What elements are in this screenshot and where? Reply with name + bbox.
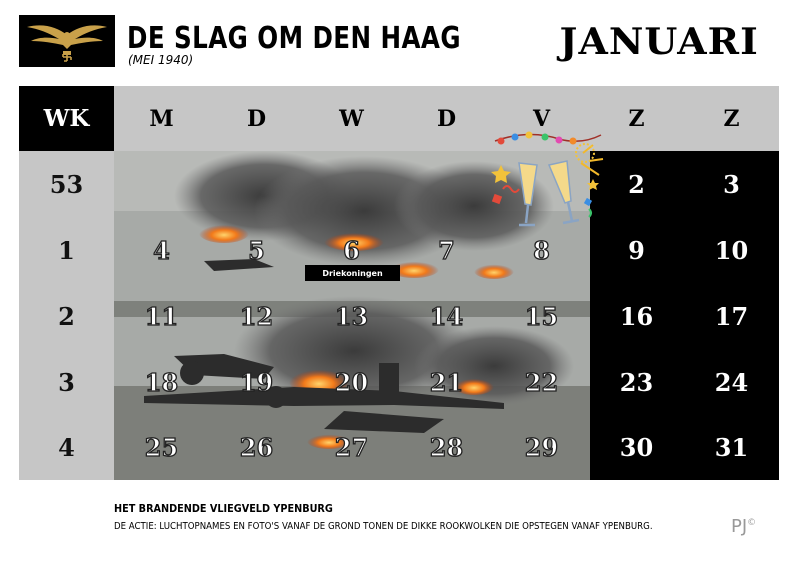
day-header-fri: V — [532, 105, 551, 132]
week-header-label: WK — [43, 105, 90, 132]
date-cell: 9 — [628, 235, 645, 265]
date-cell: 31 — [714, 433, 749, 462]
date-cell: 19 — [239, 367, 274, 397]
date-cell: 17 — [714, 301, 749, 331]
author-signature — [731, 516, 756, 537]
date-cell: 21 — [429, 367, 464, 397]
date-cell: 18 — [144, 367, 179, 397]
page-subtitle: (MEI 1940) — [128, 53, 194, 67]
date-cell: 4 — [153, 235, 170, 265]
date-cell: 25 — [144, 433, 179, 462]
signature-initials: PJ — [731, 516, 748, 537]
copyright-mark: © — [747, 518, 757, 528]
date-cell: 2 — [628, 169, 645, 199]
day-header-sun: Z — [723, 105, 740, 132]
week-header — [19, 86, 114, 151]
date-cell: 22 — [524, 367, 559, 397]
holiday-label: Driekoningen — [305, 265, 400, 281]
day-header-mon: M — [149, 105, 174, 132]
date-cell: 26 — [239, 433, 274, 462]
date-cell: 10 — [714, 235, 749, 265]
caption-title: HET BRANDENDE VLIEGVELD YPENBURG — [114, 502, 333, 515]
date-cell: 12 — [239, 301, 274, 331]
week-number: 4 — [58, 433, 75, 462]
day-header-sat: Z — [628, 105, 645, 132]
week-number: 3 — [58, 367, 75, 397]
date-cell: 20 — [334, 367, 369, 397]
month-title: JANUARI — [559, 21, 759, 63]
week-number: 1 — [58, 235, 75, 265]
date-cell: 30 — [619, 433, 654, 462]
eagle-logo-icon — [19, 15, 115, 67]
date-cell: 27 — [334, 433, 369, 462]
date-cell: 5 — [248, 235, 265, 265]
page-title: DE SLAG OM DEN HAAG — [127, 21, 461, 56]
date-cell: 28 — [429, 433, 464, 462]
date-cell: 15 — [524, 301, 559, 331]
date-cell: 13 — [334, 301, 369, 331]
week-number: 53 — [49, 169, 84, 199]
date-cell: 29 — [524, 433, 559, 462]
date-cell: 23 — [619, 367, 654, 397]
day-header-tue: D — [246, 105, 267, 132]
date-cell-holiday: 6 — [343, 235, 360, 265]
date-cell: 24 — [714, 367, 749, 397]
date-cell: 7 — [438, 235, 455, 265]
day-header-wed: W — [339, 105, 364, 132]
date-cell: 8 — [533, 235, 550, 265]
date-cell: 11 — [144, 301, 179, 331]
caption-text: DE ACTIE: LUCHTOPNAMES EN FOTO'S VANAF DE GROND TONEN DE DIKKE ROOKWOLKEN DIE OPSTEGEN VANAF YPENBURG. — [114, 521, 653, 532]
date-cell: 14 — [429, 301, 464, 331]
calendar-grid — [19, 86, 779, 480]
date-cell: 16 — [619, 301, 654, 331]
day-header-thu: D — [436, 105, 457, 132]
week-number: 2 — [58, 301, 75, 331]
date-cell: 3 — [723, 169, 740, 199]
